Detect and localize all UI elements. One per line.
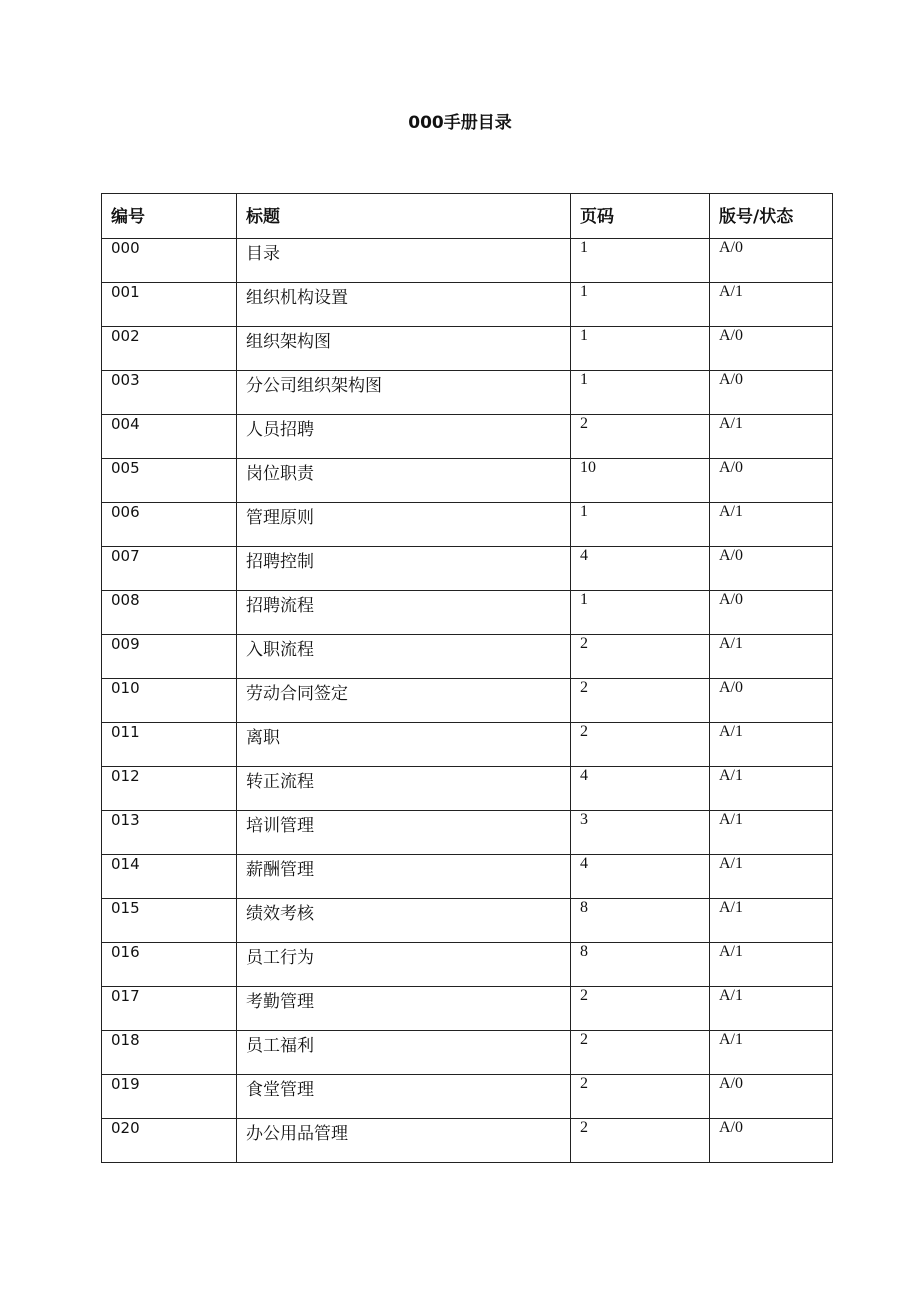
cell-page: 8 [571, 899, 710, 943]
cell-version: A/1 [710, 723, 833, 767]
cell-page: 4 [571, 767, 710, 811]
toc-table [101, 193, 833, 1163]
cell-title: 员工行为 [237, 943, 571, 987]
table-row [102, 987, 833, 1031]
cell-code: 002 [102, 327, 237, 371]
cell-code: 013 [102, 811, 237, 855]
table-row [102, 1031, 833, 1075]
cell-page: 2 [571, 679, 710, 723]
table-row [102, 899, 833, 943]
page-title: 000手册目录 [408, 113, 512, 133]
cell-page: 2 [571, 1075, 710, 1119]
cell-title: 员工福利 [237, 1031, 571, 1075]
cell-page: 2 [571, 415, 710, 459]
cell-page: 1 [571, 239, 710, 283]
cell-version: A/0 [710, 371, 833, 415]
cell-code: 012 [102, 767, 237, 811]
cell-title: 培训管理 [237, 811, 571, 855]
cell-version: A/1 [710, 767, 833, 811]
cell-code: 000 [102, 239, 237, 283]
cell-title: 绩效考核 [237, 899, 571, 943]
cell-page: 1 [571, 503, 710, 547]
cell-title: 分公司组织架构图 [237, 371, 571, 415]
cell-code: 019 [102, 1075, 237, 1119]
cell-version: A/0 [710, 547, 833, 591]
cell-code: 016 [102, 943, 237, 987]
table-header-row [102, 194, 833, 239]
cell-version: A/1 [710, 283, 833, 327]
table-row [102, 547, 833, 591]
cell-page: 8 [571, 943, 710, 987]
cell-page: 1 [571, 371, 710, 415]
cell-version: A/0 [710, 459, 833, 503]
cell-code: 014 [102, 855, 237, 899]
cell-version: A/0 [710, 1119, 833, 1163]
cell-title: 转正流程 [237, 767, 571, 811]
cell-version: A/0 [710, 1075, 833, 1119]
header-page: 页码 [571, 194, 710, 239]
cell-title: 招聘流程 [237, 591, 571, 635]
cell-title: 办公用品管理 [237, 1119, 571, 1163]
cell-code: 010 [102, 679, 237, 723]
cell-page: 4 [571, 547, 710, 591]
header-version: 版号/状态 [710, 194, 833, 239]
cell-version: A/0 [710, 591, 833, 635]
cell-title: 组织架构图 [237, 327, 571, 371]
cell-version: A/1 [710, 943, 833, 987]
table-row [102, 503, 833, 547]
cell-version: A/1 [710, 811, 833, 855]
table-row [102, 415, 833, 459]
cell-code: 011 [102, 723, 237, 767]
cell-version: A/1 [710, 1031, 833, 1075]
cell-title: 管理原则 [237, 503, 571, 547]
cell-version: A/1 [710, 503, 833, 547]
table-body [102, 239, 833, 1163]
cell-page: 3 [571, 811, 710, 855]
cell-page: 1 [571, 591, 710, 635]
cell-title: 岗位职责 [237, 459, 571, 503]
cell-code: 006 [102, 503, 237, 547]
cell-code: 018 [102, 1031, 237, 1075]
cell-title: 离职 [237, 723, 571, 767]
cell-page: 2 [571, 1119, 710, 1163]
table-row [102, 239, 833, 283]
cell-code: 004 [102, 415, 237, 459]
cell-code: 007 [102, 547, 237, 591]
cell-code: 003 [102, 371, 237, 415]
table-row [102, 679, 833, 723]
cell-code: 005 [102, 459, 237, 503]
cell-version: A/0 [710, 239, 833, 283]
cell-title: 人员招聘 [237, 415, 571, 459]
table-row [102, 327, 833, 371]
cell-page: 2 [571, 635, 710, 679]
cell-page: 2 [571, 1031, 710, 1075]
table-row [102, 459, 833, 503]
table-row [102, 943, 833, 987]
cell-code: 020 [102, 1119, 237, 1163]
cell-version: A/1 [710, 415, 833, 459]
cell-version: A/1 [710, 855, 833, 899]
table-row [102, 635, 833, 679]
table-row [102, 855, 833, 899]
cell-title: 组织机构设置 [237, 283, 571, 327]
table-row [102, 371, 833, 415]
cell-code: 009 [102, 635, 237, 679]
header-code: 编号 [102, 194, 237, 239]
cell-page: 10 [571, 459, 710, 503]
cell-title: 考勤管理 [237, 987, 571, 1031]
table-row [102, 283, 833, 327]
cell-version: A/0 [710, 327, 833, 371]
cell-page: 1 [571, 327, 710, 371]
cell-version: A/1 [710, 899, 833, 943]
cell-version: A/1 [710, 987, 833, 1031]
table-row [102, 1075, 833, 1119]
table-row [102, 591, 833, 635]
cell-title: 目录 [237, 239, 571, 283]
cell-page: 2 [571, 987, 710, 1031]
table-row [102, 1119, 833, 1163]
cell-code: 008 [102, 591, 237, 635]
cell-title: 招聘控制 [237, 547, 571, 591]
cell-page: 2 [571, 723, 710, 767]
cell-version: A/0 [710, 679, 833, 723]
cell-title: 薪酬管理 [237, 855, 571, 899]
cell-title: 食堂管理 [237, 1075, 571, 1119]
cell-title: 入职流程 [237, 635, 571, 679]
table-row [102, 811, 833, 855]
table-row [102, 723, 833, 767]
table-row [102, 767, 833, 811]
cell-title: 劳动合同签定 [237, 679, 571, 723]
header-title: 标题 [237, 194, 571, 239]
cell-code: 017 [102, 987, 237, 1031]
cell-version: A/1 [710, 635, 833, 679]
cell-code: 001 [102, 283, 237, 327]
cell-page: 4 [571, 855, 710, 899]
cell-page: 1 [571, 283, 710, 327]
cell-code: 015 [102, 899, 237, 943]
